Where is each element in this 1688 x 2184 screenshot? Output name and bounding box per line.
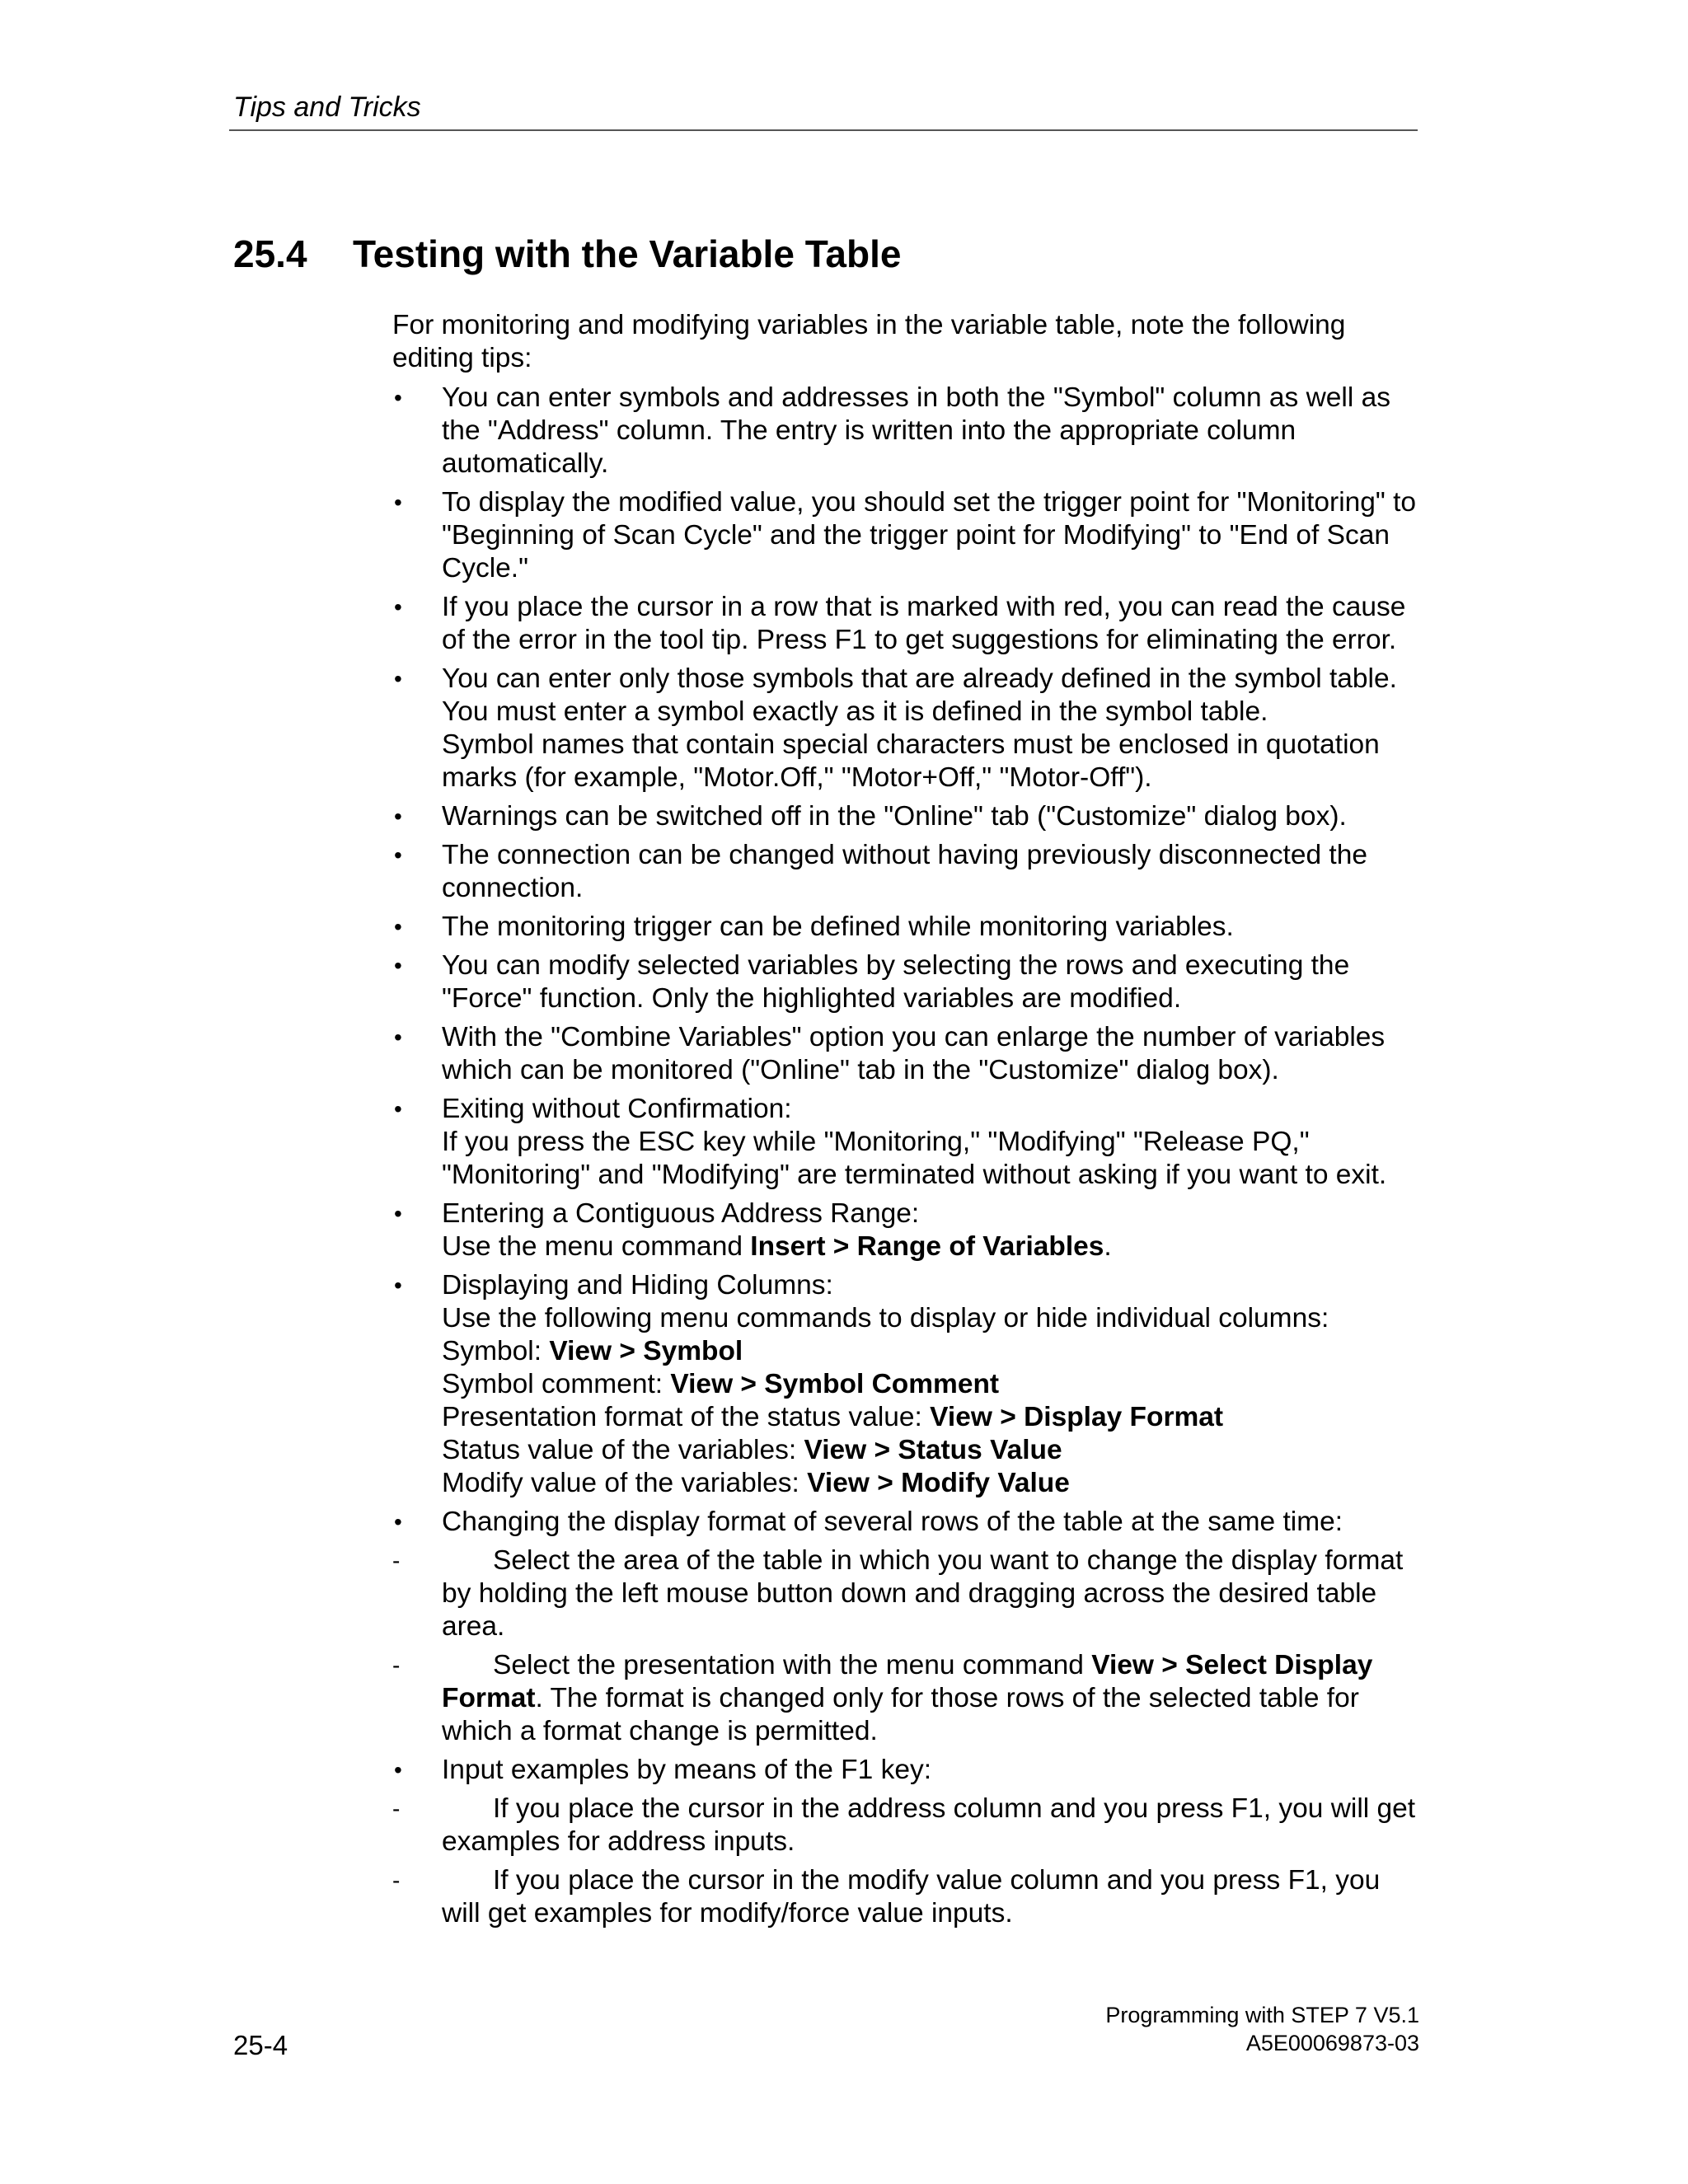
- list-item: [392, 486, 1423, 585]
- list-item: [392, 591, 1423, 657]
- list-item-text: If you place the cursor in the modify value column and you press F1, you will get examples for modify/force value inputs.: [442, 1865, 1381, 1929]
- column-command-line: [442, 1401, 1423, 1434]
- menu-command: View > Status Value: [804, 1435, 1062, 1465]
- dash-marker: -: [392, 1868, 401, 1893]
- sub-list-item: [392, 1793, 1423, 1858]
- list-item: [392, 663, 1423, 794]
- bullet-marker: •: [394, 666, 402, 691]
- list-item-text: Changing the display format of several rows of the table at the same time:: [442, 1507, 1343, 1537]
- list-item-heading: Exiting without Confirmation:: [442, 1094, 792, 1124]
- list-item: [392, 1754, 1423, 1787]
- intro-paragraph: For monitoring and modifying variables in the variable table, note the following editing tips:: [392, 310, 1346, 373]
- list-item-text: To display the modified value, you should set the trigger point for "Monitoring" to "Beginning of Scan Cycle" and the trigger point for Modifying" to "End of Scan Cycle.": [442, 487, 1417, 583]
- list-item-text: Symbol names that contain special characters must be enclosed in quotation marks (for example, "Motor.Off," "Motor+Off," "Motor-Off").: [442, 729, 1380, 793]
- bullet-marker: •: [394, 842, 402, 868]
- footer-doc-number: A5E00069873-03: [1245, 2031, 1419, 2055]
- tips-list: [392, 382, 1423, 1930]
- list-item: [392, 1021, 1423, 1087]
- column-command-line: [442, 1467, 1423, 1500]
- list-item-heading: Displaying and Hiding Columns:: [442, 1270, 833, 1301]
- page-number: 25-4: [233, 2030, 288, 2060]
- list-item-text: Input examples by means of the F1 key:: [442, 1755, 932, 1785]
- bullet-marker: •: [394, 594, 402, 620]
- running-header: Tips and Tricks: [233, 91, 421, 123]
- list-item-text: You must enter a symbol exactly as it is defined in the symbol table.: [442, 696, 1268, 727]
- list-item-text: Warnings can be switched off in the "Online" tab ("Customize" dialog box).: [442, 801, 1347, 832]
- text-run: Symbol:: [442, 1336, 550, 1366]
- section-title: Testing with the Variable Table: [353, 232, 902, 275]
- text-run: Select the presentation with the menu command: [493, 1650, 1092, 1680]
- text-run: Symbol comment:: [442, 1369, 671, 1399]
- text-run: Use the menu command: [442, 1231, 751, 1262]
- bullet-marker: •: [394, 1024, 402, 1050]
- dash-marker: -: [392, 1548, 401, 1573]
- footer-book-title: Programming with STEP 7 V5.1: [1105, 2003, 1419, 2027]
- list-item-text: Use the following menu commands to display or hide individual columns:: [442, 1303, 1329, 1333]
- bullet-marker: •: [394, 490, 402, 515]
- list-item: [392, 1093, 1423, 1192]
- footer-book-info: [1105, 2001, 1419, 2057]
- text-run: Status value of the variables:: [442, 1435, 804, 1465]
- menu-command: View > Modify Value: [807, 1468, 1070, 1498]
- menu-command: Insert > Range of Variables: [750, 1231, 1104, 1262]
- list-item: [392, 800, 1423, 833]
- sub-list-item: [392, 1649, 1423, 1748]
- list-item: [392, 1197, 1423, 1263]
- list-item: [392, 839, 1423, 905]
- list-item-text: [442, 1230, 1423, 1263]
- list-item: [392, 382, 1423, 480]
- list-item-text: With the "Combine Variables" option you can enlarge the number of variables which can be monitored ("Online" tab in the "Customize" dialog box).: [442, 1022, 1386, 1085]
- sub-list-item: [392, 1864, 1423, 1930]
- list-item-text: You can enter only those symbols that are already defined in the symbol table.: [442, 663, 1397, 694]
- menu-command: View > Symbol Comment: [670, 1369, 1000, 1399]
- menu-command: View > Select Display Format: [442, 1650, 1373, 1713]
- list-item-text: The connection can be changed without having previously disconnected the connection.: [442, 840, 1368, 903]
- list-item-text: You can enter symbols and addresses in both the "Symbol" column as well as the "Address" column. The entry is written into the appropriate column automatically.: [442, 382, 1391, 479]
- bullet-marker: •: [394, 385, 402, 410]
- list-item-text: The monitoring trigger can be defined while monitoring variables.: [442, 912, 1234, 942]
- menu-command: View > Symbol: [549, 1336, 743, 1366]
- dash-marker: -: [392, 1796, 401, 1821]
- dash-marker: -: [392, 1652, 401, 1678]
- text-run: .: [1104, 1231, 1112, 1262]
- text-run: Modify value of the variables:: [442, 1468, 808, 1498]
- bullet-marker: •: [394, 1509, 402, 1535]
- section-number: 25.4: [233, 232, 307, 275]
- text-run: Presentation format of the status value:: [442, 1402, 931, 1432]
- bullet-marker: •: [394, 804, 402, 829]
- list-item: [392, 1506, 1423, 1539]
- bullet-marker: •: [394, 1096, 402, 1122]
- list-item: [392, 949, 1423, 1015]
- list-item-text: If you place the cursor in a row that is marked with red, you can read the cause of the error in the tool tip. Press F1 to get suggestions for eliminating the error.: [442, 592, 1406, 655]
- bullet-marker: •: [394, 1201, 402, 1226]
- list-item-text: Select the area of the table in which you want to change the display format by holding the left mouse button down and dragging across the desired table area.: [442, 1545, 1404, 1642]
- list-item-text: You can modify selected variables by selecting the rows and executing the "Force" function. Only the highlighted variables are modified.: [442, 950, 1350, 1014]
- text-run: . The format is changed only for those rows of the selected table for which a format change is permitted.: [442, 1683, 1359, 1746]
- bullet-marker: •: [394, 1757, 402, 1783]
- column-command-line: [442, 1335, 1423, 1368]
- bullet-marker: •: [394, 914, 402, 940]
- sub-list-item: [392, 1544, 1423, 1643]
- column-command-line: [442, 1368, 1423, 1401]
- list-item-text: If you press the ESC key while "Monitoring," "Modifying" "Release PQ," "Monitoring" and "Modifying" are terminated without asking if you want to exit.: [442, 1127, 1387, 1190]
- bullet-marker: •: [394, 1272, 402, 1298]
- list-item-text: If you place the cursor in the address column and you press F1, you will get examples for address inputs.: [442, 1793, 1416, 1857]
- column-command-line: [442, 1434, 1423, 1467]
- list-item: [392, 911, 1423, 944]
- list-item: [392, 1269, 1423, 1500]
- menu-command: View > Display Format: [930, 1402, 1224, 1432]
- section-body: [392, 309, 1423, 1936]
- header-rule: [229, 129, 1418, 131]
- bullet-marker: •: [394, 953, 402, 978]
- list-item-heading: Entering a Contiguous Address Range:: [442, 1198, 920, 1229]
